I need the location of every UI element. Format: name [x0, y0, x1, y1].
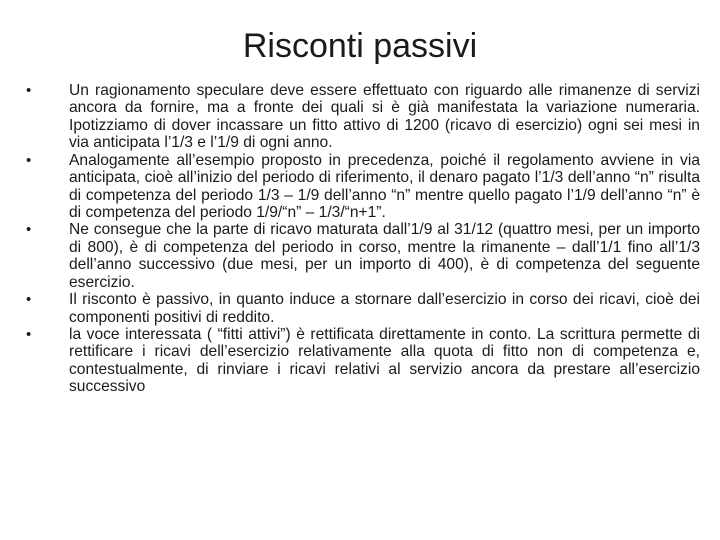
bullet-text: la voce interessata ( “fitti attivi”) è rettificata direttamente in conto. La scrittura permette di rettificare i ricavi dell’esercizio relativamente alla quota di fitto non di competenza e, contestualmente, di rinviare i ricavi relativi al servizio ancora da prestare all’esercizio successivo [69, 326, 700, 396]
bullet-item [26, 82, 700, 152]
bullet-text: Ne consegue che la parte di ricavo maturata dall’1/9 al 31/12 (quattro mesi, per un importo di 800), è di competenza del periodo in corso, mentre la rimanente – dall’1/1 fino all’1/3 dell’anno successivo (due mesi, per un importo di 400), è di competenza del seguente esercizio. [69, 221, 700, 291]
bullet-item [26, 291, 700, 326]
bullet-marker: • [26, 326, 32, 344]
bullet-marker: • [26, 151, 32, 169]
bullet-item [26, 326, 700, 396]
bullet-text: Un ragionamento speculare deve essere effettuato con riguardo alle rimanenze di servizi ancora da fornire, ma a fronte dei quali si è già manifestata la variazione numeraria. Ipotizziamo di dover incassare un fitto attivo di 1200 (ricavo di esercizio) ogni sei mesi in via anticipata l’1/3 e l’1/9 di ogni anno. [69, 82, 700, 152]
bullet-marker: • [26, 82, 32, 99]
bullet-list [26, 82, 700, 396]
slide-title: Risconti passivi [242, 27, 478, 65]
bullet-marker: • [26, 291, 32, 309]
bullet-item [26, 152, 700, 222]
bullet-item [26, 221, 700, 291]
bullet-text: Il risconto è passivo, in quanto induce a stornare dall’esercizio in corso dei ricavi, cioè dei componenti positivi di reddito. [69, 291, 700, 326]
bullet-text: Analogamente all’esempio proposto in precedenza, poiché il regolamento avviene in via anticipata, cioè all’inizio del periodo di riferimento, il denaro pagato l’1/3 dell’anno “n” risulta di competenza del periodo 1/3 – 1/9 dell’anno “n” mentre quello pagato l’1/9 dell’anno “n” è di competenza del periodo 1/9/“n” – 1/3/“n+1”. [69, 151, 700, 221]
bullet-marker: • [26, 221, 32, 239]
